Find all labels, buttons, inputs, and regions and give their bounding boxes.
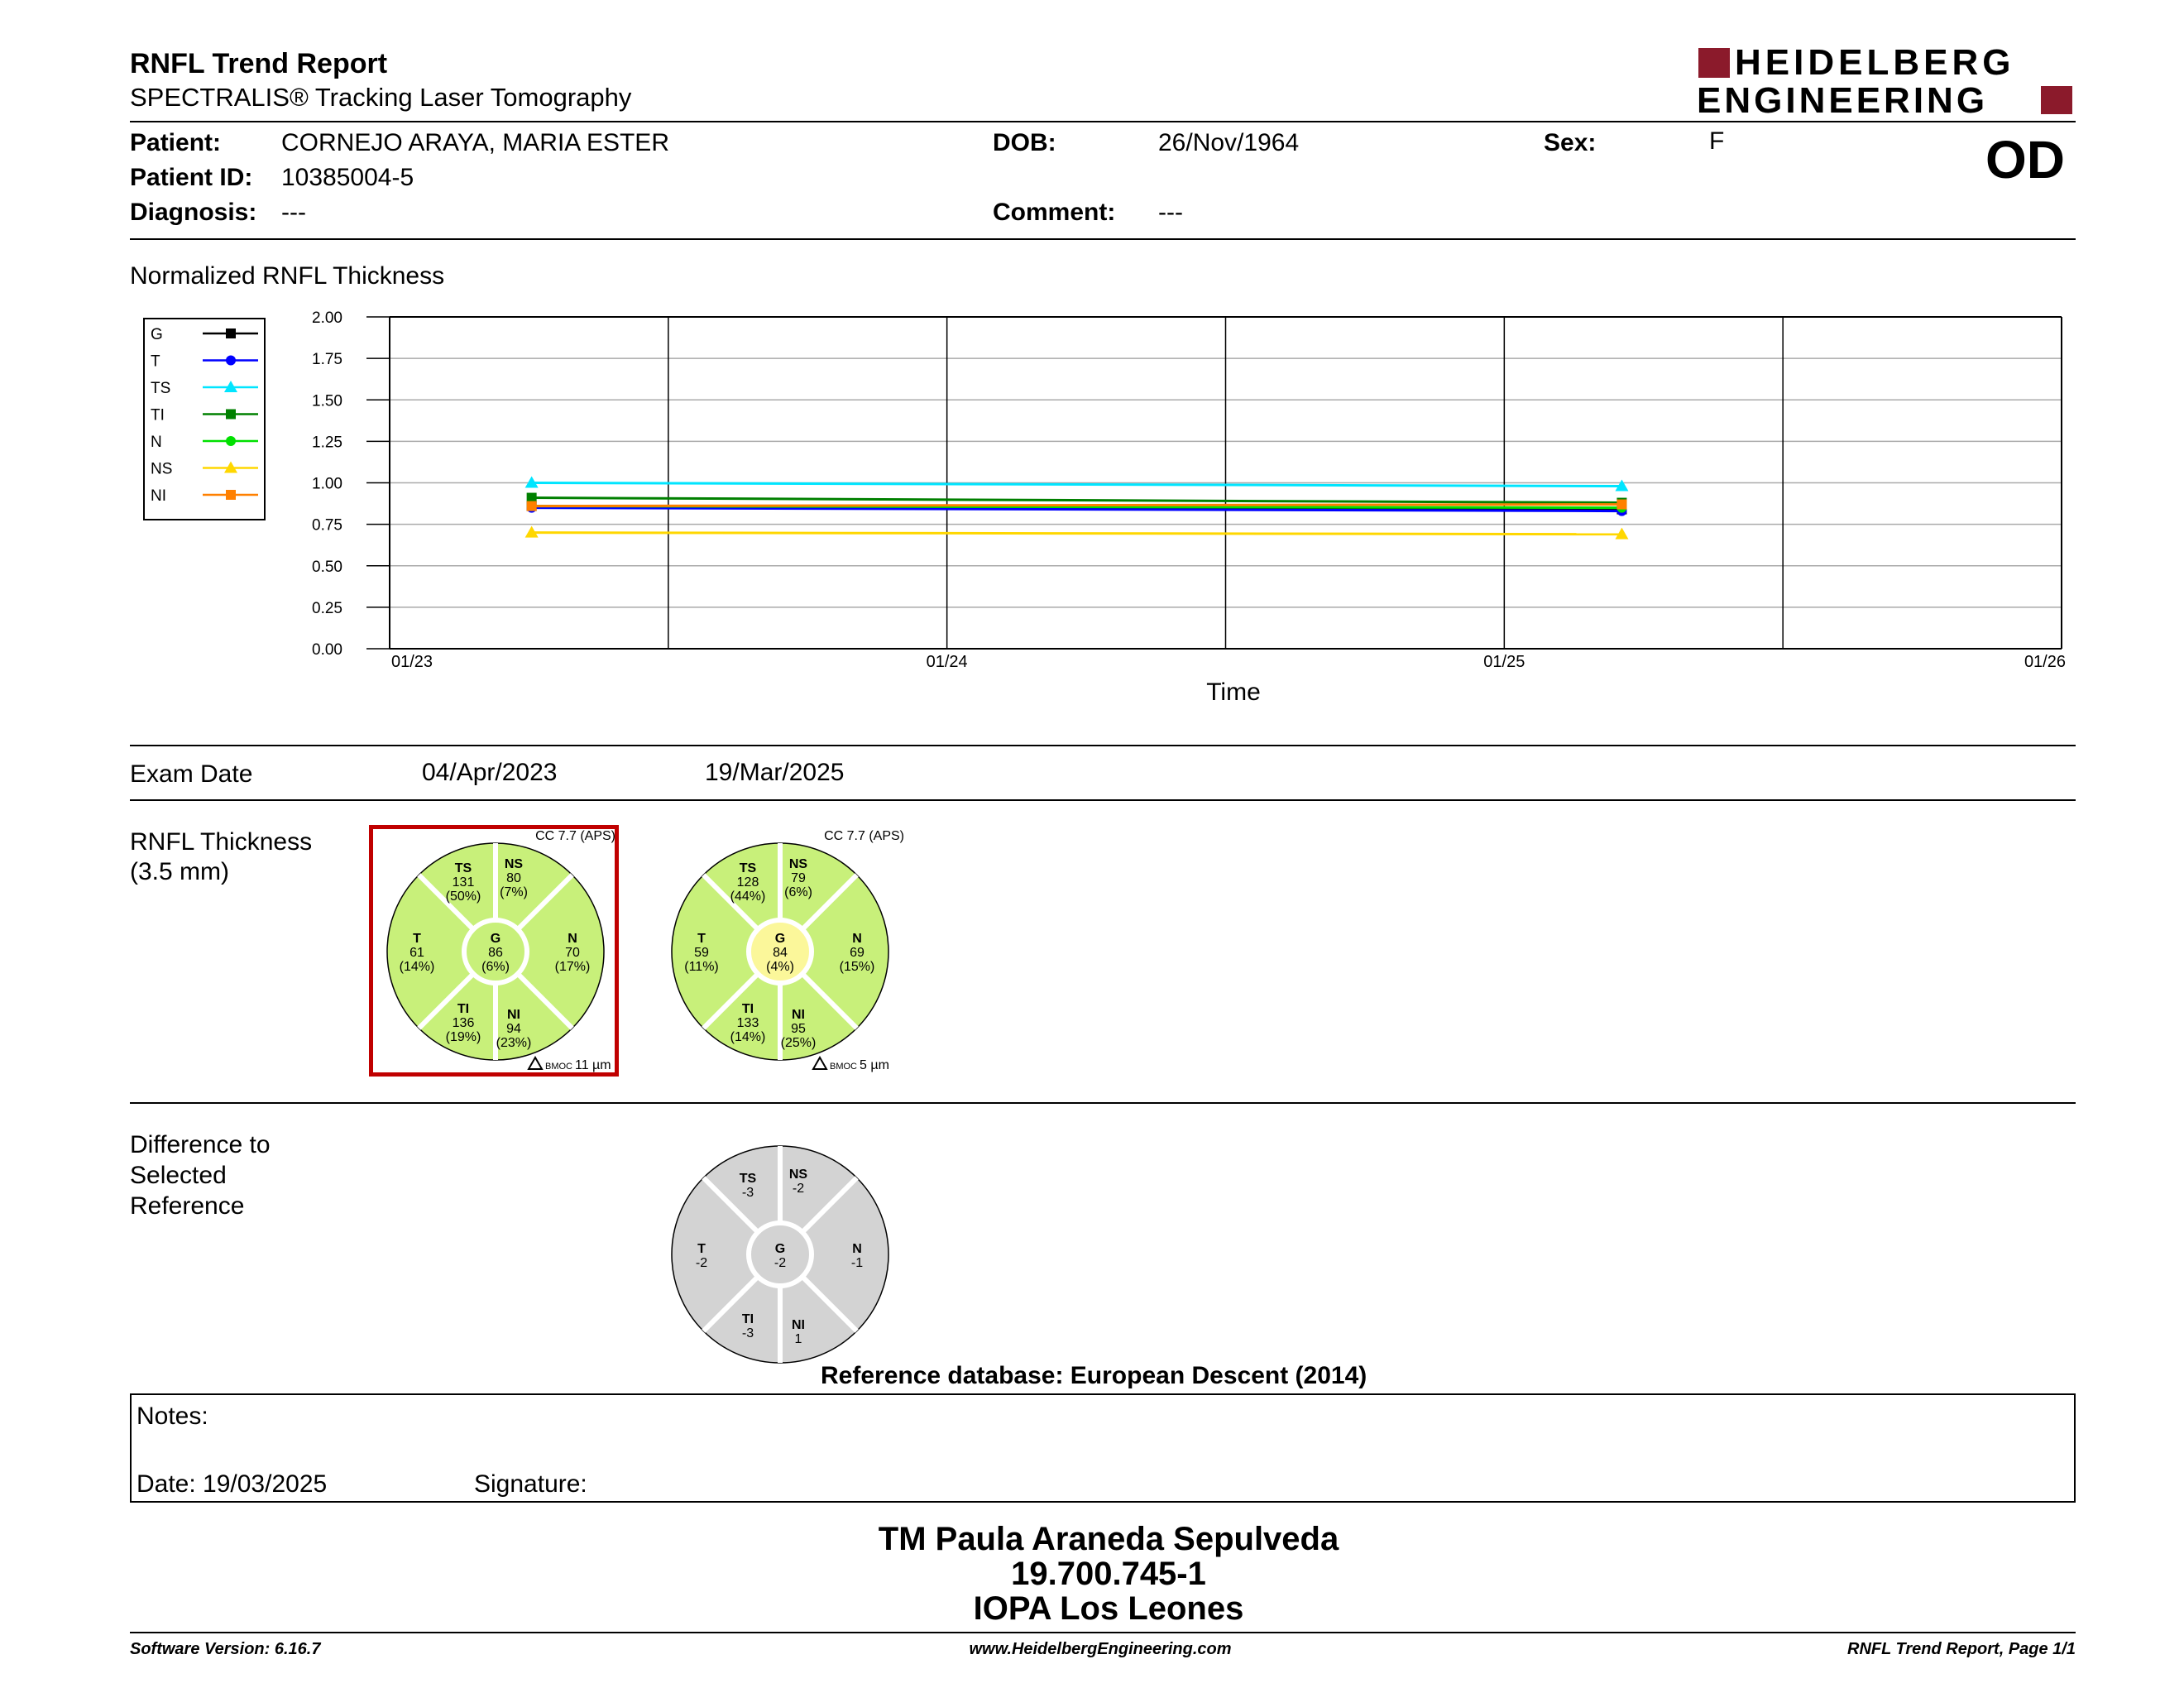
comment-label: Comment: [993,199,1116,226]
y-tick-label: 1.00 [312,475,342,493]
comment-value: --- [1158,199,1183,226]
sector-t-label: T [697,932,706,946]
dob-label: DOB: [993,129,1056,156]
sector-ti-value: 133 [736,1016,759,1030]
y-tick-label: 0.25 [312,599,342,617]
cc-label-1: CC 7.7 (APS) [535,829,615,843]
sector-ts-label: TS [739,1172,757,1186]
sector-ni-value: 1 [794,1332,802,1346]
sector-t-percent: (11%) [684,960,719,974]
diagnosis-label: Diagnosis: [130,199,257,226]
sector-n-value: -1 [850,1256,864,1270]
difference-label-2: Selected [130,1162,227,1189]
legend-label-ti: TI [151,406,165,424]
sector-ts-percent: (50%) [445,890,481,904]
sector-ti-percent: (14%) [730,1030,766,1044]
sector-n-label: N [852,1242,862,1256]
y-tick-label: 0.00 [312,641,342,659]
sector-ns-percent: (7%) [500,885,528,899]
sector-g-label: G [490,932,501,946]
patient-name: CORNEJO ARAYA, MARIA ESTER [281,129,669,156]
sector-ti-label: TI [741,1002,754,1016]
sector-ns-label: NS [788,857,808,871]
sector-ni-label: NI [792,1008,805,1022]
thickness-label-2: (3.5 mm) [130,858,229,885]
sector-t-percent: (14%) [399,960,435,974]
y-tick-label: 0.75 [312,516,342,535]
sector-n-label: N [568,932,577,946]
sector-ns-label: NS [504,857,524,871]
sex-label: Sex: [1544,129,1597,156]
sector-ts-label: TS [739,861,757,875]
difference-label-1: Difference to [130,1131,271,1158]
x-tick-label: 01/25 [1483,653,1525,671]
stamp-id: 19.700.745-1 [1011,1556,1206,1592]
notes-date: Date: 19/03/2025 [136,1470,328,1498]
y-tick-label: 1.75 [312,351,342,369]
stamp-institution: IOPA Los Leones [973,1590,1244,1627]
sector-g-value: 86 [488,946,503,960]
sector-t-value: -2 [695,1256,708,1270]
trend-section-title: Normalized RNFL Thickness [130,262,445,290]
sector-t-value: 59 [694,946,709,960]
thickness-label-1: RNFL Thickness [130,828,313,856]
thickness-circle-1 [387,843,604,1060]
thickness-circle-2 [672,843,888,1060]
sector-ti-value: -3 [741,1326,754,1340]
sector-ts-label: TS [454,861,472,875]
sector-ns-value: -2 [792,1182,805,1196]
y-tick-label: 1.50 [312,392,342,410]
patient-id-value: 10385004-5 [281,164,414,191]
sector-ni-percent: (25%) [780,1036,817,1050]
stamp-name: TM Paula Araneda Sepulveda [878,1521,1339,1557]
heidelberg-logo: HEIDELBERG ENGINEERING [1692,43,2081,117]
diagnosis-value: --- [281,199,306,226]
sector-ns-value: 80 [506,871,521,885]
sector-n-value: 69 [850,946,864,960]
y-tick-label: 1.25 [312,434,342,452]
eye-label: OD [1985,130,2065,189]
x-tick-label: 01/24 [926,653,968,671]
software-version: Software Version: 6.16.7 [130,1640,321,1658]
y-tick-label: 0.50 [312,558,342,576]
bmoc-value: 11 µm [575,1058,611,1072]
sector-t-label: T [413,932,421,946]
website-link[interactable]: www.HeidelbergEngineering.com [969,1640,1232,1658]
x-axis-label: Time [1206,679,1261,706]
sector-t-value: 61 [410,946,424,960]
notes-label: Notes: [136,1403,208,1430]
sector-ti-value: 136 [452,1016,475,1030]
delta-icon [529,1057,542,1069]
sector-n-percent: (17%) [554,960,591,974]
x-tick-label: 01/26 [2024,653,2066,671]
sector-ts-value: -3 [741,1186,754,1200]
page-number: RNFL Trend Report, Page 1/1 [1847,1640,2076,1658]
difference-label-3: Reference [130,1192,245,1220]
sector-g-label: G [774,1242,786,1256]
exam-date-2: 19/Mar/2025 [705,759,845,786]
legend-label-ns: NS [151,460,173,478]
sector-t-label: T [697,1242,706,1256]
patient-label: Patient: [130,129,222,156]
dob-value: 26/Nov/1964 [1158,129,1300,156]
sector-ni-label: NI [792,1318,805,1332]
bmoc-label: BMOC [830,1062,857,1072]
sector-n-label: N [852,932,862,946]
delta-icon [813,1057,826,1069]
sector-ns-percent: (6%) [784,885,812,899]
sector-g-value: 84 [773,946,788,960]
legend-label-g: G [151,326,163,343]
sector-ni-label: NI [507,1008,520,1022]
exam-date-label: Exam Date [130,760,253,788]
sector-n-percent: (15%) [839,960,875,974]
sector-ts-value: 128 [736,875,759,890]
bmoc-value: 5 µm [860,1058,889,1072]
notes-box [130,1393,2076,1503]
legend-label-ts: TS [151,380,171,397]
sector-g-label: G [774,932,786,946]
y-tick-label: 2.00 [312,309,342,327]
sector-ti-label: TI [741,1312,754,1326]
x-tick-label: 01/23 [391,653,433,671]
bmoc-label: BMOC [545,1062,572,1072]
patient-id-label: Patient ID: [130,164,253,191]
sector-ns-label: NS [788,1168,808,1182]
notes-signature: Signature: [474,1470,587,1498]
sector-ts-value: 131 [452,875,475,890]
sex-value: F [1709,127,1725,155]
sector-ti-label: TI [457,1002,470,1016]
sector-g-percent: (4%) [766,960,794,974]
sector-ni-value: 94 [506,1022,521,1036]
sector-g-value: -2 [774,1256,787,1270]
sector-ti-percent: (19%) [445,1030,481,1044]
legend-label-n: N [151,434,162,451]
sector-ni-value: 95 [791,1022,806,1036]
cc-label-2: CC 7.7 (APS) [824,829,904,843]
report-title: RNFL Trend Report [130,48,388,79]
sector-ts-percent: (44%) [730,890,766,904]
sector-ns-value: 79 [791,871,806,885]
sector-n-value: 70 [565,946,580,960]
report-subtitle: SPECTRALIS® Tracking Laser Tomography [130,83,632,112]
legend-label-t: T [151,352,160,371]
sector-g-percent: (6%) [481,960,510,974]
sector-ni-percent: (23%) [496,1036,532,1050]
reference-database: Reference database: European Descent (2014) [821,1362,1367,1389]
legend-label-ni: NI [151,487,166,505]
exam-date-1: 04/Apr/2023 [422,759,558,786]
difference-circle [672,1146,888,1363]
